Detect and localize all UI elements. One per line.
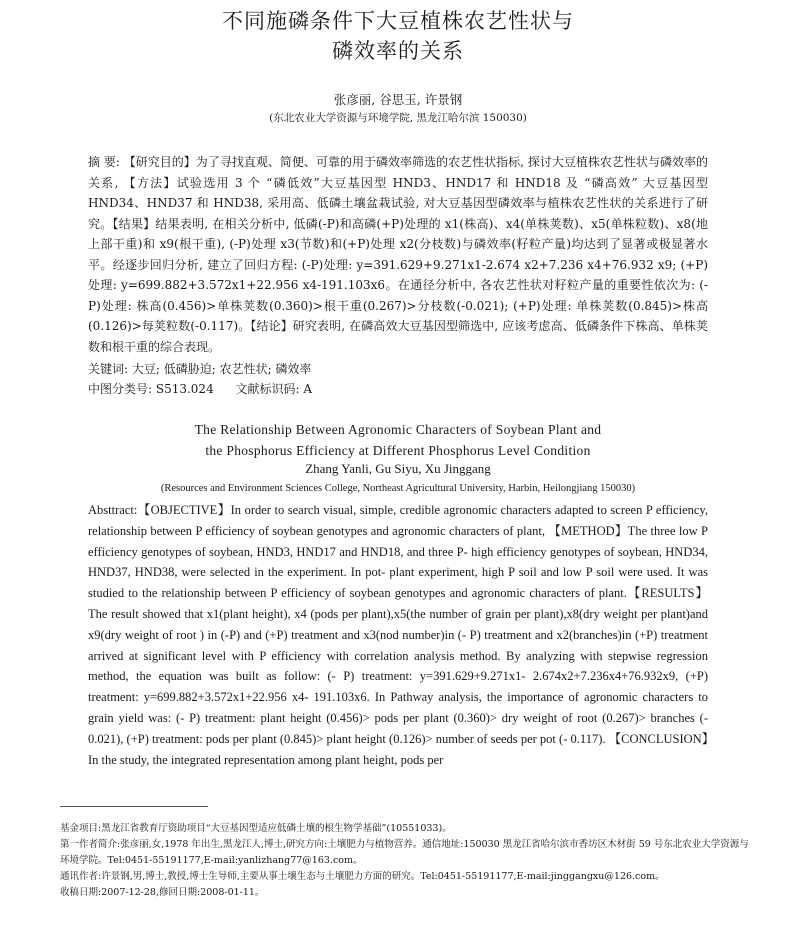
title-en-line-2: the Phosphorus Efficiency at Different Phosphorus Level Condition <box>205 443 591 458</box>
affiliation-zh: (东北农业大学资源与环境学院, 黑龙江哈尔滨 150030) <box>269 112 527 124</box>
title-en-line-1: The Relationship Between Agronomic Characters of Soybean Plant and <box>194 422 602 437</box>
abstract-zh <box>88 152 708 357</box>
affiliation-en: (Resources and Environment Sciences College, Northeast Agricultural University, Harbin, Heilongjiang 150030) <box>160 483 636 494</box>
footnote-dates: 收稿日期:2007-12-28,修回日期:2008-01-11。 <box>60 887 265 898</box>
keywords-zh: 关键词: 大豆; 低磷胁迫; 农艺性状; 磷效率 <box>88 362 312 376</box>
title-zh-line-1: 不同施磷条件下大豆植株农艺性状与 <box>222 9 574 33</box>
classification-line <box>88 379 330 399</box>
footnotes <box>60 821 750 901</box>
document-code: 文献标识码: A <box>235 382 313 396</box>
abstract-en <box>88 500 708 770</box>
title-zh-line-2: 磷效率的关系 <box>332 39 464 63</box>
clc-number: 中图分类号: S513.024 <box>88 382 214 396</box>
footnote-divider <box>60 806 208 807</box>
abstract-zh-text: 摘 要: 【研究目的】为了寻找直观、简便、可靠的用于磷效率筛选的农艺性状指标, 探讨大豆植株农艺性状与磷效率的关系, 【方法】试验选用 3 个 “磷低效”大豆基因型 HND3、HND17 和 HND18 及 “磷高效” 大豆基因型 HND34、HND37 和 HND38, 采用高、低磷土壤盆栽试验, 对大豆基因型磷效率与植株农艺性状的关系进行了研究。【结果】结果表明, 在相关分析中, 低磷(-P)和高磷(+P)处理的 x1(株高)、x4(单株荚数)、x5(单株粒数)、x8(地上部干重)和 x9(根干重), (-P)处理 x3(节数)和(+P)处理 x2(分枝数)与磷效率(籽粒产量)均达到了显著或极显著水平。经逐步回归分析, 建立了回归方程: (-P)处理: y=391.629+9.271x1-2.674 x2+7.236 x4+76.932 x9; (+P)处理: y=699.882+3.572x1+22.956 x4-191.103x6。在通径分析中, 各农艺性状对籽粒产量的重要性依次为: (-P)处理: 株高(0.456)>单株荚数(0.360)>根干重(0.267)>分枝数(-0.021); (+P)处理: 单株荚数(0.845)>株高(0.126)>每荚粒数(-0.117)。【结论】研究表明, 在磷高效大豆基因型筛选中, 应该考虑高、低磷条件下株高、单株荚数和根干重的综合表现。 <box>88 155 708 354</box>
footnote-funding: 基金项目:黑龙江省教育厅资助项目“大豆基因型适应低磷土壤的根生物学基础”(10551033)。 <box>60 823 452 834</box>
footnote-corresponding-author: 通讯作者:许景钢,男,博士,教授,博士生导师,主要从事土壤生态与土壤肥力方面的研究。Tel:0451-55191177,E-mail:jinggangxu@126.com。 <box>60 871 665 882</box>
abstract-en-text: Absttract:【OBJECTIVE】In order to search visual, simple, credible agronomic characters adapted to screen P efficiency, relationship between P efficiency of soybean genotypes and agronomic characters of plant, 【METHOD】The three low P efficiency genotypes of soybean, HND3, HND17 and HND18, and three P- high efficiency genotypes of soybean, HND34, HND37, HND38, were selected in the experiment. In pot- plant experiment, high P soil and low P soil were used. It was studied to the relationship between P efficiency of soybean genotypes and agronomic characters of plant.【RESULTS】The result showed that x1(plant height), x4 (pods per plant),x5(the number of grain per plant),x8(dry weight per plant)and x9(dry weight of root ) in (-P) and (+P) treatment and x3(nod number)in (- P) treatment and x2(branches)in (+P) treatment arrived at significant level with P efficiency with correlation analysis method. By analyzing with stepwise regression method, the equation was built as follow: (- P) treatment: y=391.629+9.271x1- 2.674x2+7.236x4+76.932x9, (+P) treatment: y=699.882+3.572x1+22.956 x4- 191.103x6. In Pathway analysis, the importance of agronomic characters to grain yield was: (- P) treatment: plant height (0.456)> pods per plant (0.360)> dry weight of root (0.267)> branches (- 0.021), (+P) treatment: pods per plant (0.845)> plant height (0.126)> number of seeds per pot (- 0.117). 【CONCLUSION】In the study, the integrated representation among plant height, pods per <box>88 503 708 767</box>
footnote-first-author: 第一作者简介:张彦丽,女,1978 年出生,黑龙江人,博士,研究方向:土壤肥力与植物营养。通信地址:150030 黑龙江省哈尔滨市香坊区木材街 59 号东北农业大学资源与环境学院。Tel:0451-55191177,E-mail:yanlizhang77@163.com。 <box>60 839 749 866</box>
authors-en: Zhang Yanli, Gu Siyu, Xu Jinggang <box>305 461 491 476</box>
authors-zh: 张彦丽, 谷思玉, 许景钢 <box>333 92 463 107</box>
